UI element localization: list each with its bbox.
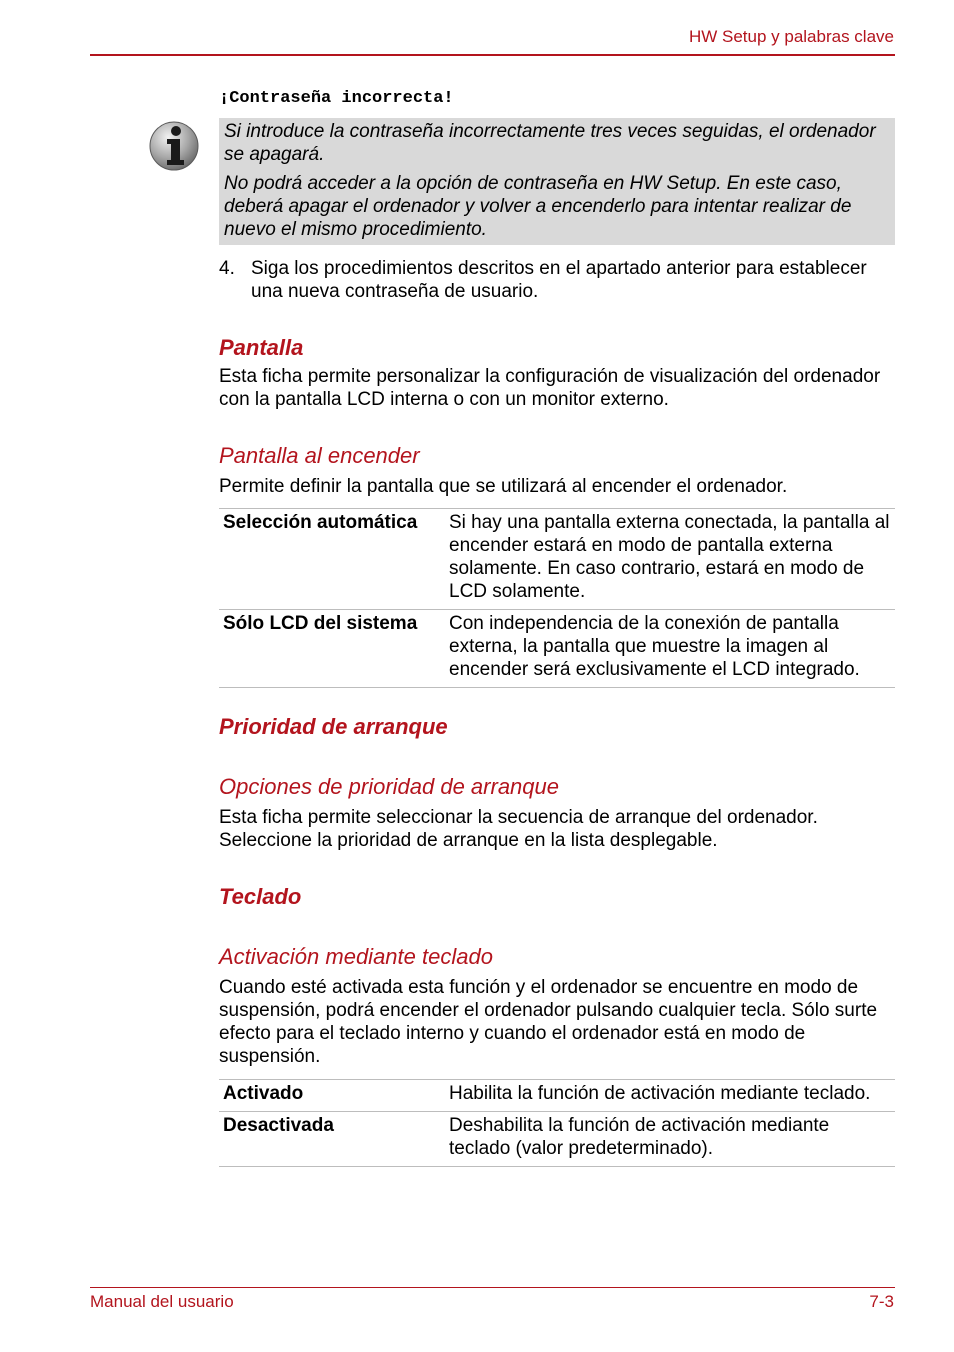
table-row [219,610,895,688]
option-key: Sólo LCD del sistema [219,610,445,688]
option-value: Habilita la función de activación mediante teclado. [445,1080,895,1112]
page-content [219,87,895,1167]
section-heading-prioridad: Prioridad de arranque [219,714,448,739]
display-options-table [219,508,895,688]
subsection-heading-activacion-teclado: Activación mediante teclado [219,944,493,969]
subsection-text: Esta ficha permite seleccionar la secuencia de arranque del ordenador. Seleccione la prioridad de arranque en la lista desplegable. [219,807,818,851]
subsection-text: Permite definir la pantalla que se utilizará al encender el ordenador. [219,476,788,497]
step-text: Siga los procedimientos descritos en el apartado anterior para establecer una nueva contraseña de usuario. [251,258,867,302]
option-key: Activado [219,1080,445,1112]
info-icon [148,120,200,172]
footer-rule [90,1287,895,1288]
note-paragraph: Si introduce la contraseña incorrectamente tres veces seguidas, el ordenador se apagará. [224,121,876,165]
section-heading-pantalla: Pantalla [219,335,304,360]
footer-manual-title: Manual del usuario [90,1292,234,1311]
option-value: Si hay una pantalla externa conectada, la pantalla al encender estará en modo de pantalla externa solamente. En caso contrario, estará en modo de LCD solamente. [445,509,895,610]
subsection-heading-pantalla-al-encender: Pantalla al encender [219,443,420,468]
subsection-heading-opciones-prioridad: Opciones de prioridad de arranque [219,774,560,799]
numbered-step [219,257,895,303]
keyboard-options-table [219,1079,895,1167]
option-key: Desactivada [219,1112,445,1167]
step-number: 4. [219,258,235,279]
header-rule [90,54,895,56]
table-row [219,1080,895,1112]
option-key: Selección automática [219,509,445,610]
running-header: HW Setup y palabras clave [688,27,894,46]
option-value: Con independencia de la conexión de pantalla externa, la pantalla que muestre la imagen al encender será exclusivamente el LCD integrado. [445,610,895,688]
subsection-text: Cuando esté activada esta función y el ordenador se encuentre en modo de suspensión, podrá encender el ordenador pulsando cualquier tecla. Sólo surte efecto para el teclado interno y cuando el ordenador está en modo de suspensión. [219,977,878,1067]
page-number: 7-3 [869,1292,894,1311]
section-heading-teclado: Teclado [219,884,302,909]
section-text: Esta ficha permite personalizar la configuración de visualización del ordenador con la pantalla LCD interna o con un monitor externo. [219,366,881,410]
note-paragraph: No podrá acceder a la opción de contraseña en HW Setup. En este caso, deberá apagar el ordenador y volver a encenderlo para intentar realizar de nuevo el mismo procedimiento. [224,173,852,240]
code-message: ¡Contraseña incorrecta! [219,89,454,108]
info-note [219,118,895,245]
table-row [219,1112,895,1167]
table-row [219,509,895,610]
option-value: Deshabilita la función de activación mediante teclado (valor predeterminado). [445,1112,895,1167]
